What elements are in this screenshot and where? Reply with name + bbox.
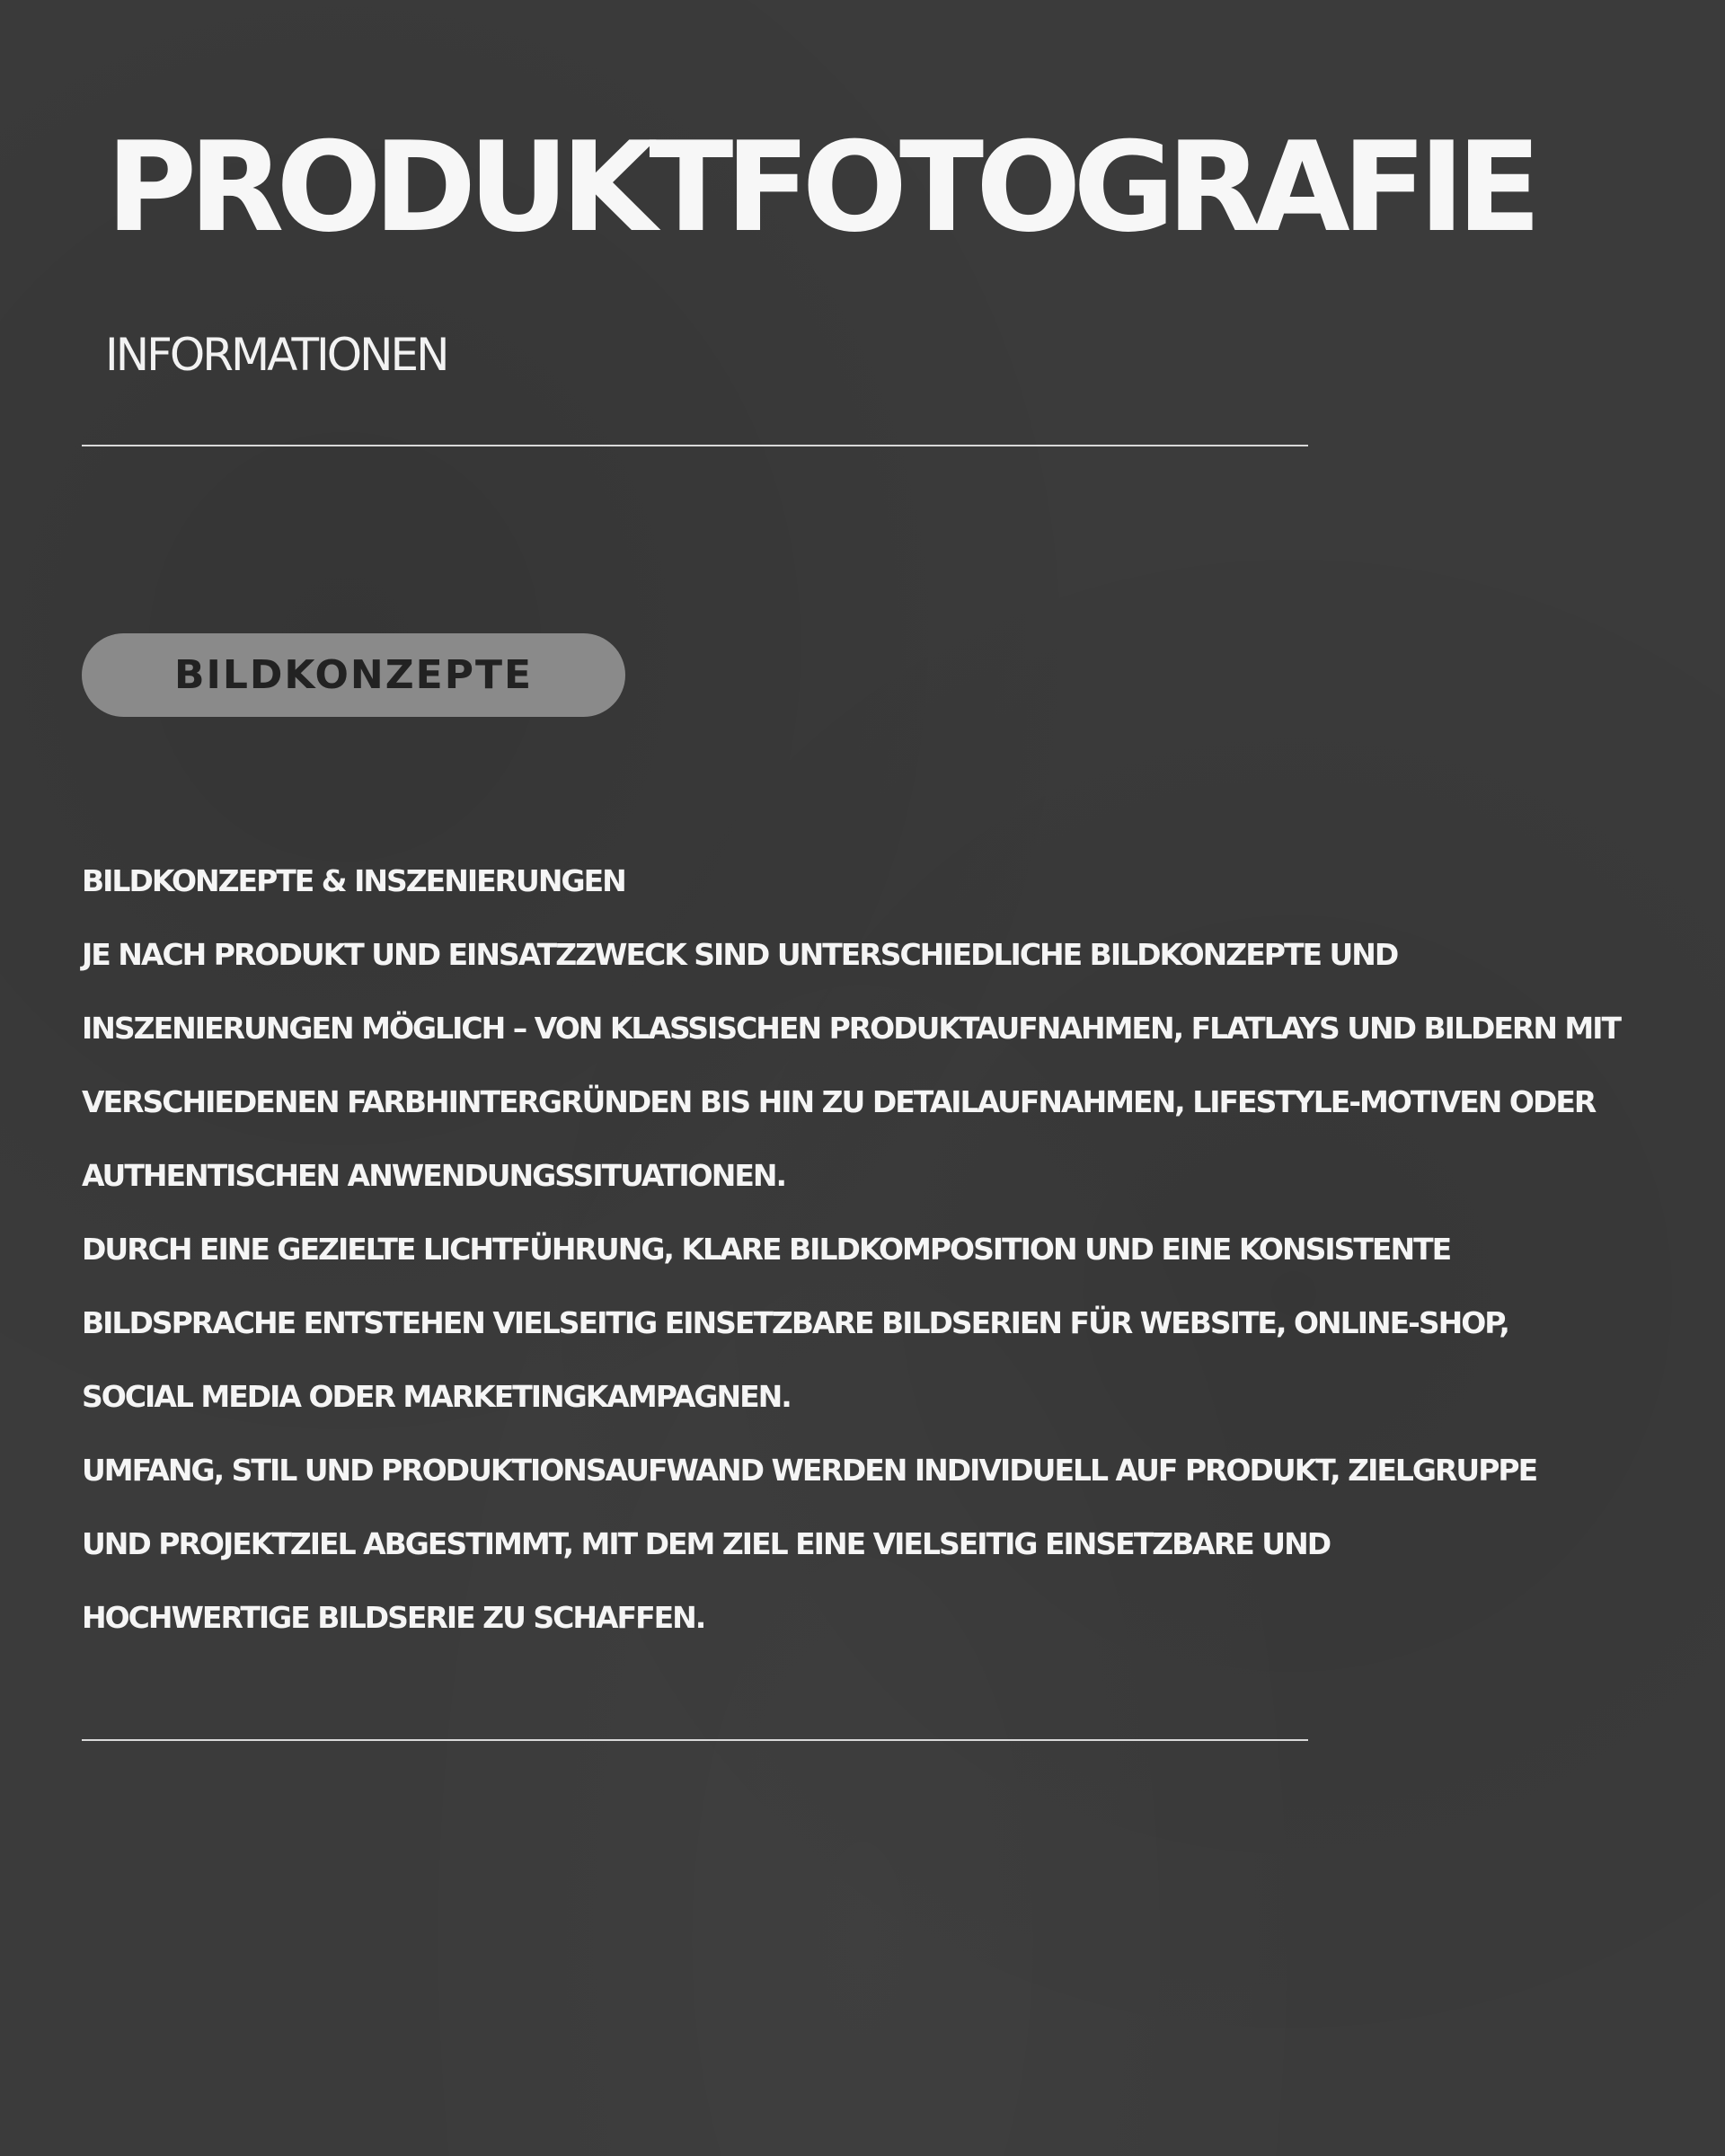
body-line: AUTHENTISCHEN ANWENDUNGSSITUATIONEN. bbox=[82, 1158, 786, 1193]
body-text bbox=[82, 844, 1663, 1655]
page-subtitle: INFORMATIONEN bbox=[105, 329, 447, 381]
page-title: PRODUKTFOTOGRAFIE bbox=[106, 115, 1534, 260]
body-line: VERSCHIEDENEN FARBHINTERGRÜNDEN BIS HIN ZU DETAILAUFNAHMEN, LIFESTYLE-MOTIVEN ODER bbox=[82, 1084, 1596, 1119]
body-line: UMFANG, STIL UND PRODUKTIONSAUFWAND WERDEN INDIVIDUELL AUF PRODUKT, ZIELGRUPPE bbox=[82, 1453, 1537, 1488]
body-line: DURCH EINE GEZIELTE LICHTFÜHRUNG, KLARE BILDKOMPOSITION UND EINE KONSISTENTE bbox=[82, 1232, 1451, 1267]
top-divider bbox=[82, 445, 1308, 446]
body-line: BILDSPRACHE ENTSTEHEN VIELSEITIG EINSETZBARE BILDSERIEN FÜR WEBSITE, ONLINE-SHOP, bbox=[82, 1305, 1508, 1340]
body-line: JE NACH PRODUKT UND EINSATZZWECK SIND UNTERSCHIEDLICHE BILDKONZEPTE UND bbox=[82, 937, 1398, 972]
body-line: INSZENIERUNGEN MÖGLICH – VON KLASSISCHEN PRODUKTAUFNAHMEN, FLATLAYS UND BILDERN MIT bbox=[82, 1011, 1621, 1046]
body-line: HOCHWERTIGE BILDSERIE ZU SCHAFFEN. bbox=[82, 1600, 705, 1635]
body-heading: BILDKONZEPTE & INSZENIERUNGEN bbox=[82, 863, 625, 898]
body-line: SOCIAL MEDIA ODER MARKETINGKAMPAGNEN. bbox=[82, 1379, 791, 1414]
bottom-divider bbox=[82, 1739, 1308, 1741]
body-line: UND PROJEKTZIEL ABGESTIMMT, MIT DEM ZIEL EINE VIELSEITIG EINSETZBARE UND bbox=[82, 1526, 1331, 1561]
section-badge bbox=[82, 633, 625, 717]
section-badge-label: BILDKONZEPTE bbox=[173, 652, 534, 698]
